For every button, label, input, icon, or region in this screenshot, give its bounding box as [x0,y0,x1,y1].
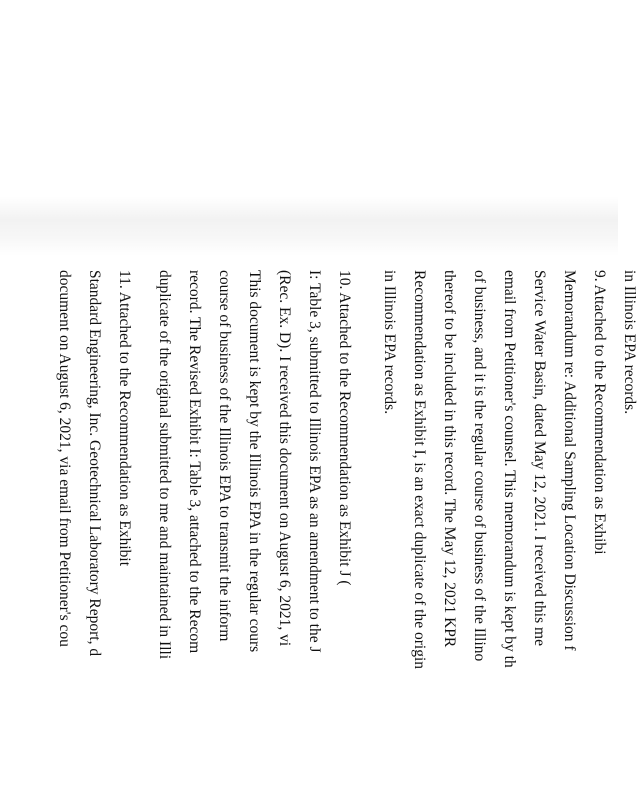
text-line-5: email from Petitioner's counsel. This memorandum is kept by th [501,270,518,668]
text-line-14: course of business of the Illinois EPA to transmit the inform [216,270,233,642]
text-line-17: 11. Attached to the Recommendation as Exhibit [116,270,133,567]
text-line-18: Standard Engineering, Inc. Geotechnical Laboratory Report, d [86,270,103,657]
text-line-11: I: Table 3, submitted to Illinois EPA as an amendment to the J [306,270,323,653]
text-line-1: in Illinois EPA records. [621,270,638,415]
text-line-16: duplicate of the original submitted to me and maintained in Illi [156,270,173,660]
text-line-10: 10. Attached to the Recommendation as Exhibit J ( [336,270,353,586]
rotated-document-text [56,270,640,800]
text-line-4: Service Water Basin, dated May 12, 2021. I received this me [531,270,548,646]
text-line-8: Recommendation as Exhibit I, is an exact duplicate of the origin [411,270,428,670]
text-line-6: of business, and it is the regular course of business of the Illino [471,270,488,662]
text-line-12: (Rec. Ex. D). I received this document on August 6, 2021, vi [276,270,293,647]
text-line-7: thereof to be included in this record. The May 12, 2021 KPR [441,270,458,648]
text-line-2: 9. Attached to the Recommendation as Exhibi [591,270,608,555]
text-line-13: This document is kept by the Illinois EPA in the regular cours [246,270,263,653]
text-line-9: in Illinois EPA records. [381,270,398,415]
text-line-19: document on August 6, 2021, via email from Petitioner's cou [56,270,73,647]
text-line-15: record. The Revised Exhibit I: Table 3, attached to the Recom [186,270,203,654]
text-line-3: Memorandum re: Additional Sampling Location Discussion f [561,270,578,651]
scan-artifact-band [0,196,618,256]
